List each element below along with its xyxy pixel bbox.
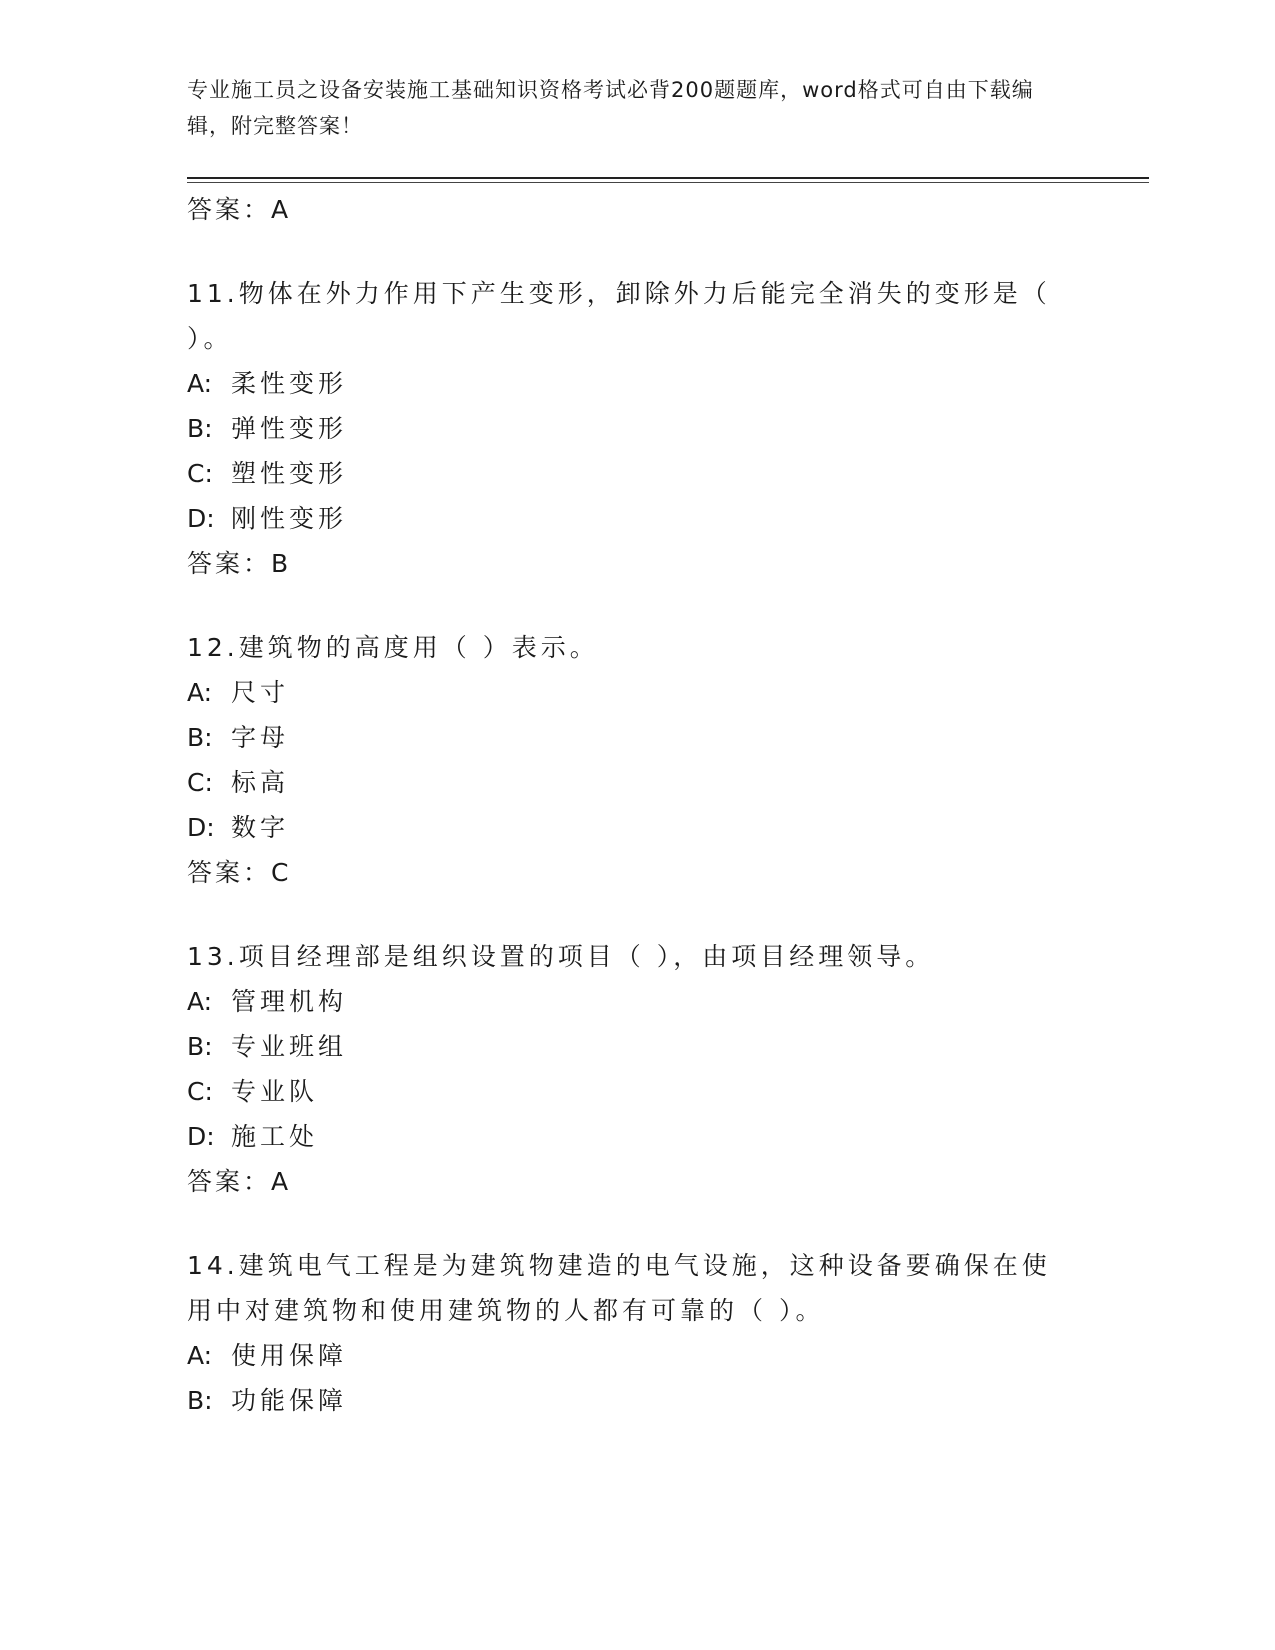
answer-line: 答案：B bbox=[187, 549, 292, 578]
option-text: 刚性变形 bbox=[231, 504, 348, 533]
answer-line: 答案：A bbox=[187, 1167, 292, 1196]
option-letter: B: bbox=[187, 723, 213, 752]
option-b bbox=[187, 1024, 1087, 1069]
option-letter: A: bbox=[187, 678, 213, 707]
question-12 bbox=[187, 625, 1087, 896]
option-d bbox=[187, 1114, 1087, 1159]
option-b bbox=[187, 715, 1087, 760]
option-text: 施工处 bbox=[231, 1122, 319, 1151]
header-divider-thin bbox=[187, 182, 1149, 183]
option-letter: A: bbox=[187, 987, 213, 1016]
option-letter: A: bbox=[187, 1341, 213, 1370]
option-text: 数字 bbox=[231, 813, 290, 842]
question-stem: 12.建筑物的高度用（ ）表示。 bbox=[187, 633, 599, 662]
question-stem: 14.建筑电气工程是为建筑物建造的电气设施，这种设备要确保在使用中对建筑物和使用建筑物的人都有可靠的（ ）。 bbox=[187, 1251, 1051, 1325]
option-letter: D: bbox=[187, 1122, 215, 1151]
question-14 bbox=[187, 1243, 1087, 1423]
option-d bbox=[187, 805, 1087, 850]
question-list bbox=[187, 187, 1087, 1423]
option-b bbox=[187, 406, 1087, 451]
question-stem: 13.项目经理部是组织设置的项目（ ），由项目经理领导。 bbox=[187, 942, 935, 971]
option-letter: C: bbox=[187, 768, 213, 797]
header-text: 专业施工员之设备安装施工基础知识资格考试必背200题题库，word格式可自由下载编辑，附完整答案！ bbox=[187, 78, 1034, 138]
document-header bbox=[187, 72, 1067, 144]
option-letter: D: bbox=[187, 504, 215, 533]
option-a bbox=[187, 670, 1087, 715]
option-letter: C: bbox=[187, 459, 213, 488]
option-text: 塑性变形 bbox=[231, 459, 348, 488]
option-text: 功能保障 bbox=[231, 1386, 348, 1415]
option-a bbox=[187, 979, 1087, 1024]
question-11 bbox=[187, 271, 1087, 587]
header-divider bbox=[187, 177, 1149, 179]
option-a bbox=[187, 1333, 1087, 1378]
option-letter: D: bbox=[187, 813, 215, 842]
option-letter: B: bbox=[187, 1032, 213, 1061]
option-text: 管理机构 bbox=[231, 987, 348, 1016]
option-letter: A: bbox=[187, 369, 213, 398]
option-d bbox=[187, 496, 1087, 541]
option-text: 尺寸 bbox=[231, 678, 290, 707]
option-text: 专业班组 bbox=[231, 1032, 348, 1061]
option-c bbox=[187, 760, 1087, 805]
option-text: 字母 bbox=[231, 723, 290, 752]
option-text: 专业队 bbox=[231, 1077, 319, 1106]
option-letter: B: bbox=[187, 414, 213, 443]
option-text: 柔性变形 bbox=[231, 369, 348, 398]
previous-answer: 答案：A bbox=[187, 195, 292, 224]
option-letter: B: bbox=[187, 1386, 213, 1415]
option-b bbox=[187, 1378, 1087, 1423]
option-text: 标高 bbox=[231, 768, 290, 797]
answer-line: 答案：C bbox=[187, 858, 292, 887]
question-13 bbox=[187, 934, 1087, 1205]
option-c bbox=[187, 1069, 1087, 1114]
option-letter: C: bbox=[187, 1077, 213, 1106]
question-stem: 11.物体在外力作用下产生变形，卸除外力后能完全消失的变形是（ ）。 bbox=[187, 279, 1051, 353]
option-text: 弹性变形 bbox=[231, 414, 348, 443]
option-a bbox=[187, 361, 1087, 406]
option-c bbox=[187, 451, 1087, 496]
option-text: 使用保障 bbox=[231, 1341, 348, 1370]
